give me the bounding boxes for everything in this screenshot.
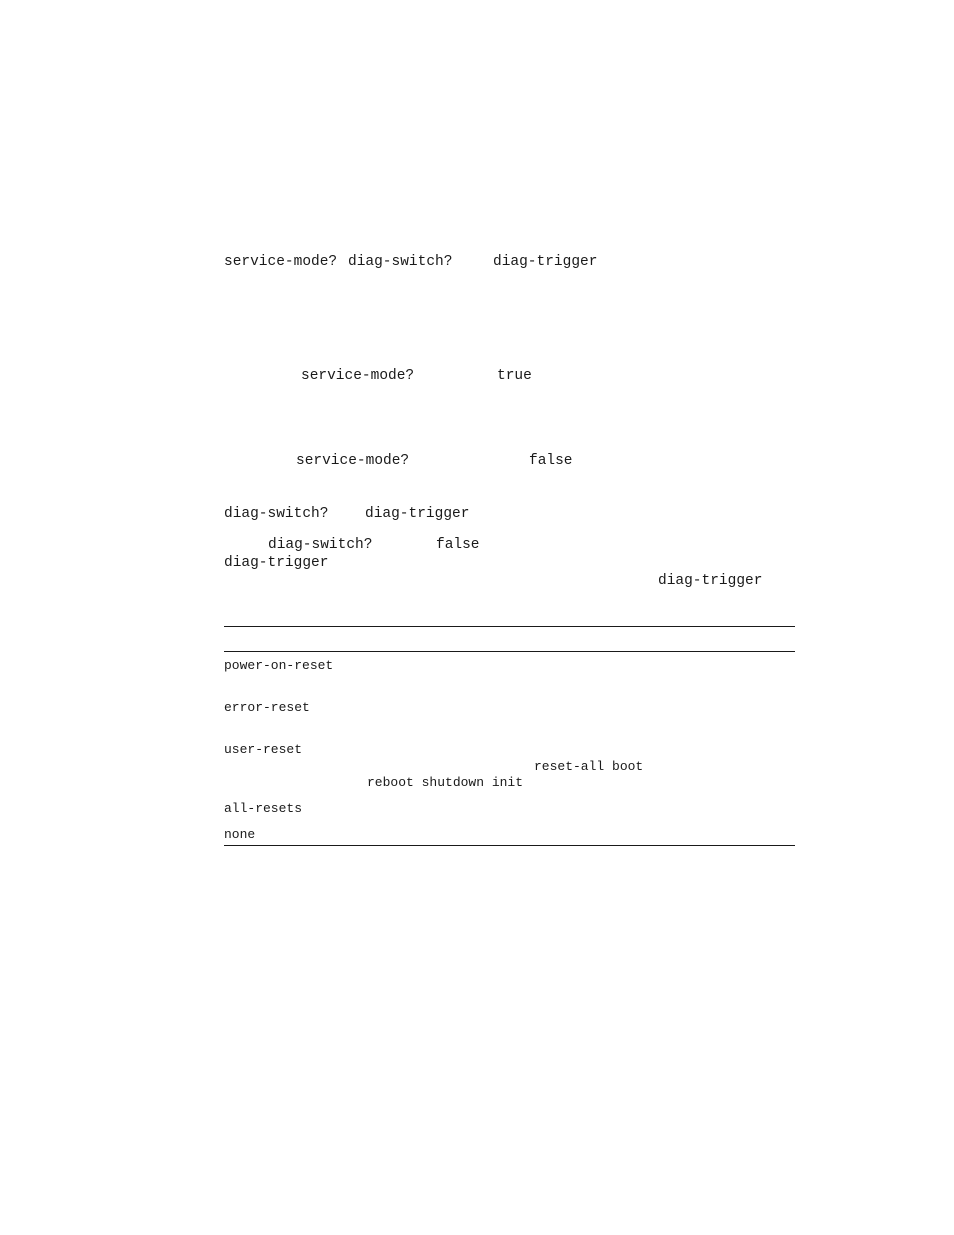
table-top-rule xyxy=(224,626,795,627)
code-diag-switch: diag-switch? xyxy=(348,254,453,270)
table-cell-keyword: power-on-reset xyxy=(224,658,334,673)
code-service-mode: service-mode? xyxy=(301,368,415,384)
table-cell-keyword: user-reset xyxy=(224,742,303,757)
table-cell-code: reset-all boot xyxy=(534,759,644,774)
table-header-rule xyxy=(224,651,795,652)
code-diag-trigger: diag-trigger xyxy=(224,555,329,571)
code-true: true xyxy=(497,368,532,384)
table-bottom-rule xyxy=(224,845,795,846)
code-service-mode: service-mode? xyxy=(296,453,410,469)
code-false: false xyxy=(529,453,573,469)
table-cell-code: reboot shutdown init xyxy=(367,775,524,790)
table-cell-keyword: all-resets xyxy=(224,801,303,816)
code-diag-trigger: diag-trigger xyxy=(493,254,598,270)
code-diag-switch: diag-switch? xyxy=(268,537,373,553)
table-cell-keyword: error-reset xyxy=(224,700,310,715)
table-cell-keyword: none xyxy=(224,827,256,842)
code-diag-trigger: diag-trigger xyxy=(658,573,763,589)
code-diag-trigger: diag-trigger xyxy=(365,506,470,522)
code-false: false xyxy=(436,537,480,553)
code-service-mode: service-mode? xyxy=(224,254,338,270)
code-diag-switch: diag-switch? xyxy=(224,506,329,522)
